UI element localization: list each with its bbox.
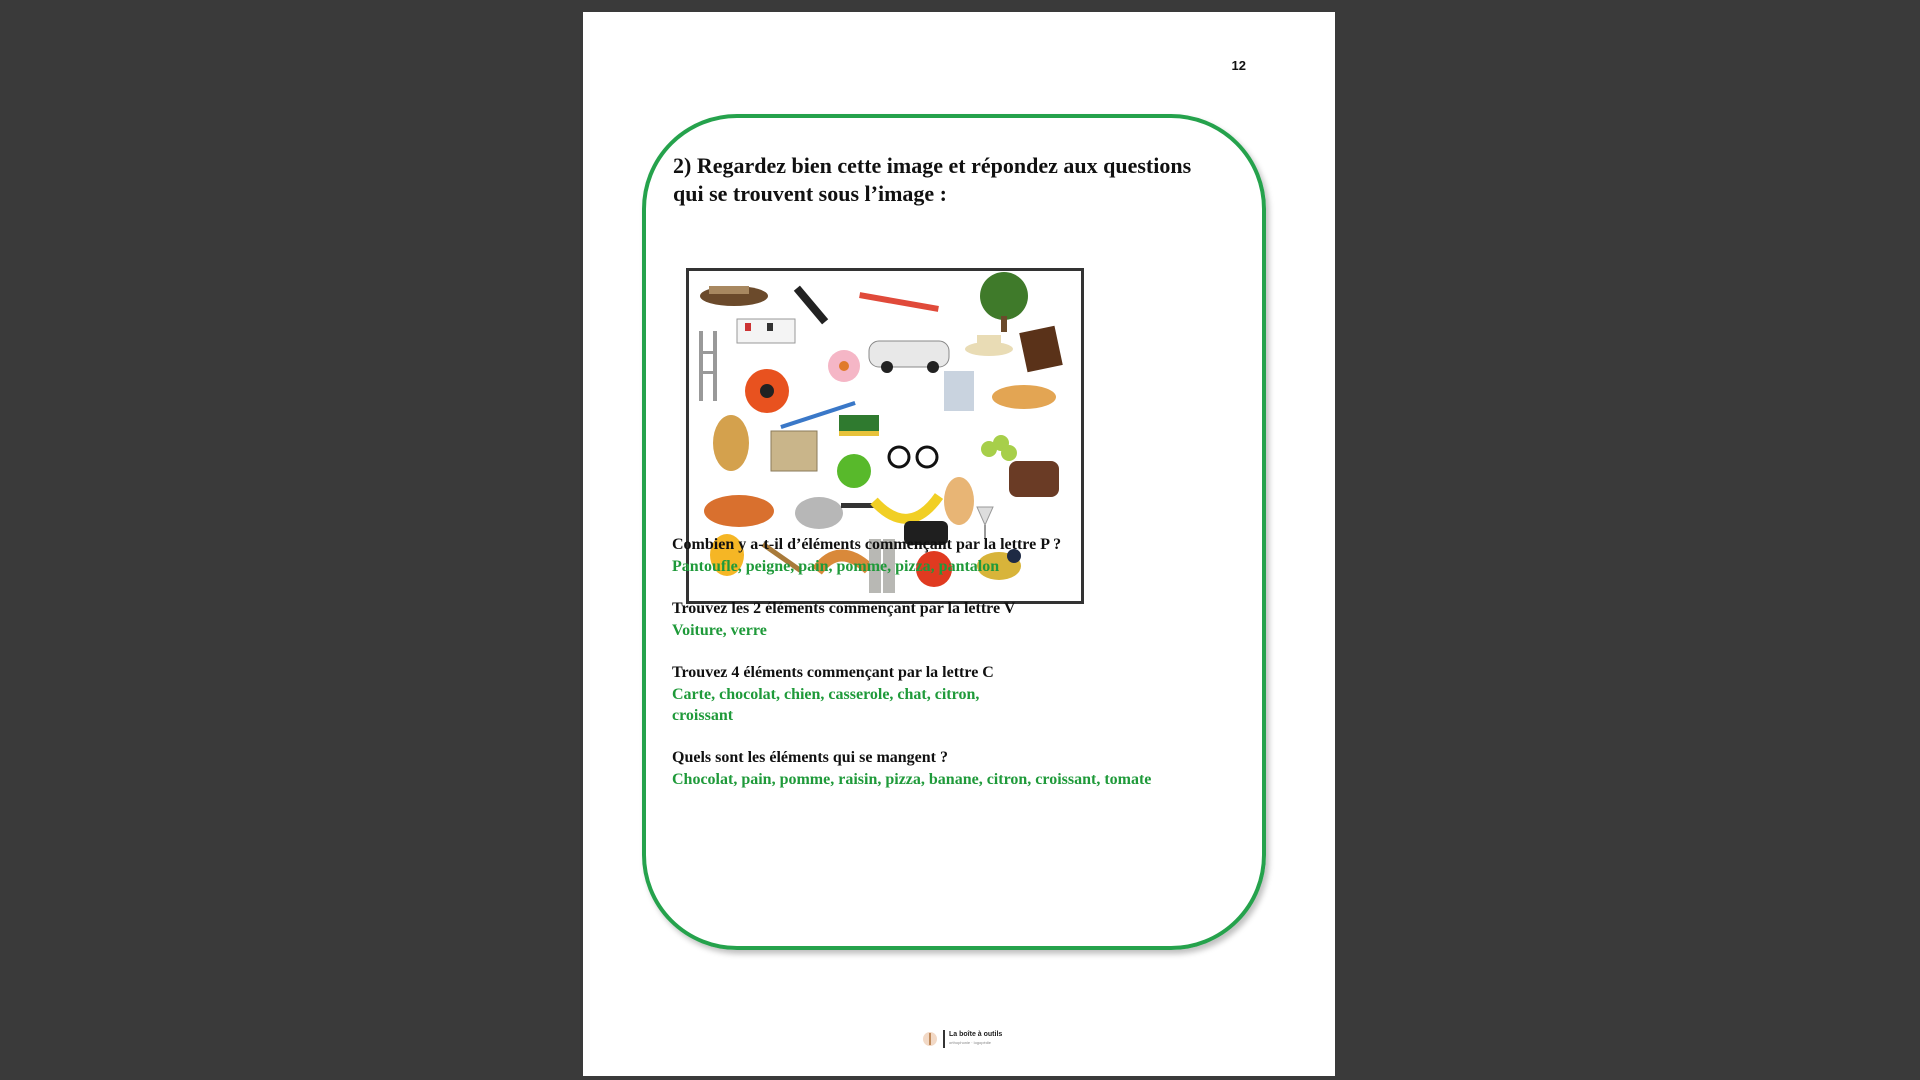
- chocolate-icon: [1019, 326, 1063, 373]
- question-1: Combien y a-t-il d’éléments commençant par la lettre P ?: [672, 536, 1062, 553]
- answer-1-line-1: Pantoufle, peigne, pain, pomme, pizza, pantalon: [672, 558, 1000, 575]
- ball-icon: [745, 369, 789, 413]
- question-2: Trouvez les 2 éléments commençant par la lettre V: [672, 600, 1016, 617]
- comb-icon: [794, 286, 828, 325]
- cards-icon: [737, 319, 795, 343]
- footer-brand: [949, 1031, 1002, 1047]
- shirt-icon: [944, 371, 974, 411]
- pizza-icon: [704, 495, 774, 527]
- footer-tagline: orthophonie · logopédie: [949, 1040, 992, 1045]
- tree-icon: [980, 272, 1028, 332]
- glasses-icon: [889, 447, 937, 467]
- heading-line-1: 2) Regardez bien cette image et répondez aux questions: [673, 153, 1192, 178]
- banana-icon: [874, 496, 939, 519]
- hat-icon: [965, 335, 1013, 356]
- armchair-icon: [1009, 461, 1059, 497]
- pencil-icon: [859, 292, 939, 312]
- apple-icon: [837, 454, 871, 488]
- question-block-4: [672, 747, 1272, 790]
- flower-icon: [828, 350, 860, 382]
- slipper-icon: [700, 286, 768, 306]
- answer-4-line-1: Chocolat, pain, pomme, raisin, pizza, banane, citron, croissant, tomate: [672, 771, 1152, 788]
- saucepan-icon: [795, 497, 877, 529]
- car-icon: [869, 341, 949, 373]
- footer-logo: [921, 1030, 1002, 1048]
- question-block-3: [672, 662, 1272, 726]
- grapes-icon: [981, 435, 1017, 461]
- exercise-heading: [673, 152, 1243, 208]
- logo-icon: [921, 1030, 939, 1048]
- cat-icon: [944, 477, 974, 525]
- footer-brand-name: La boîte à outils: [949, 1031, 1003, 1038]
- document-page: [583, 12, 1335, 1076]
- answer-2-line-1: Voiture, verre: [672, 622, 767, 639]
- footer-divider: [943, 1030, 945, 1048]
- answer-3-line-2: croissant: [672, 707, 734, 724]
- bread-icon: [992, 385, 1056, 409]
- page-number: 12: [1231, 58, 1246, 73]
- question-block-1: [672, 534, 1272, 577]
- sponge-icon: [839, 415, 879, 436]
- question-4: Quels sont les éléments qui se mangent ?: [672, 749, 948, 766]
- ladder-icon: [699, 331, 717, 401]
- dog-icon: [713, 415, 749, 471]
- money-icon: [771, 431, 817, 471]
- heading-line-2: qui se trouvent sous l’image :: [673, 181, 947, 206]
- answer-3-line-1: Carte, chocolat, chien, casserole, chat, citron,: [672, 686, 980, 703]
- question-block-2: [672, 598, 1272, 641]
- question-3: Trouvez 4 éléments commençant par la lettre C: [672, 664, 994, 681]
